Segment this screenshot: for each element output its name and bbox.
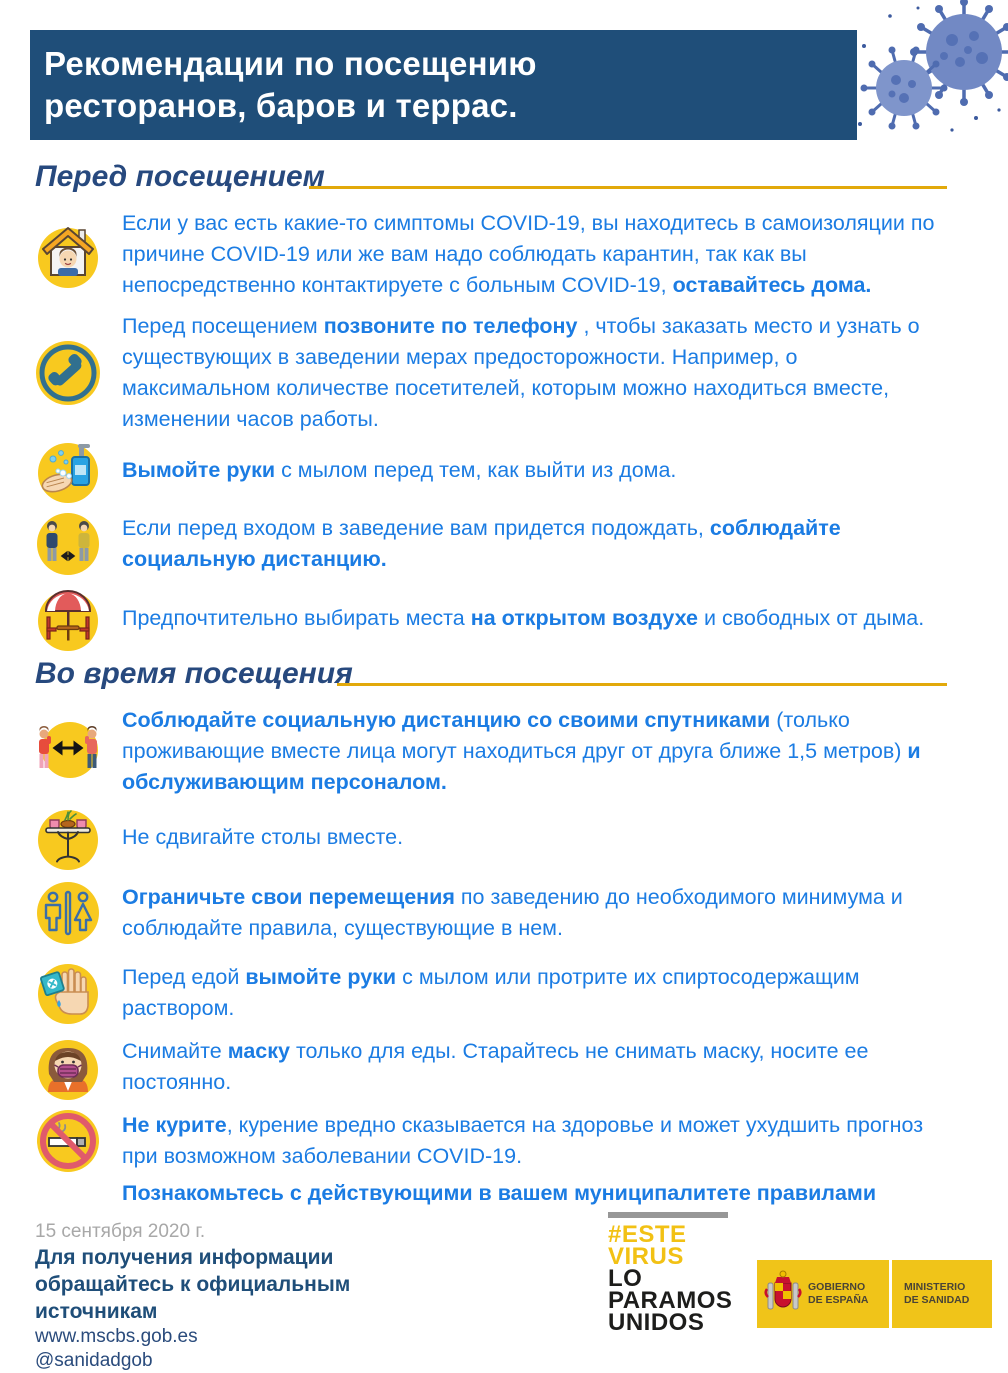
item-text: Снимайте маску только для еды. Старайтесь не снимать маску, носите ее постоянно. [122, 1039, 869, 1094]
content [35, 158, 947, 1208]
item-text: Соблюдайте социальную дистанцию со своими спутниками (только проживающие вместе лица могут находиться друг от друга ближе 1,5 метров) и обслуживающим персоналом. [122, 708, 921, 794]
list-item [35, 311, 947, 435]
ministerio-sanidad-box [892, 1260, 992, 1328]
item-text: Если перед входом в заведение вам придется подождать, соблюдайте социальную дистанцию. [122, 516, 841, 571]
list-item [35, 1034, 947, 1100]
no-smoking-icon [35, 1108, 101, 1174]
official-sources-note: Для получения информации обращайтесь к официальным источникам [35, 1246, 351, 1323]
item-text: Если у вас есть какие-то симптомы COVID-19, вы находитесь в самоизоляции по причине COVID-19 или же вам надо соблюдать карантин, так как вы непосредственно контактируете с больным COVID-19, оставайтесь дома. [122, 211, 935, 297]
companion-distance-icon [35, 719, 101, 785]
campaign-line: UNIDOS [608, 1309, 705, 1336]
queue-distance-icon [35, 511, 101, 577]
outdoor-terrace-icon [35, 585, 101, 651]
list-item [35, 511, 947, 577]
item-text: Вымойте руки с мылом перед тем, как выйти из дома. [122, 457, 677, 482]
list-item [35, 960, 947, 1026]
social-handle: @sanidadgob [35, 1350, 153, 1371]
gobierno-espana-box [757, 1260, 889, 1328]
website-url: www.mscbs.gob.es [35, 1326, 198, 1347]
wash-hands-icon [35, 437, 101, 503]
list-item [35, 705, 947, 798]
publication-date: 15 сентября 2020 г. [35, 1221, 206, 1242]
section-heading-text: Перед посещением [35, 160, 325, 193]
item-text: Предпочтительно выбирать места на открытом воздухе и свободных от дыма. [122, 605, 925, 630]
gold-rule [309, 186, 947, 189]
stay-home-icon [35, 222, 101, 288]
footer [35, 1220, 985, 1371]
spain-coat-of-arms-icon [765, 1269, 801, 1319]
list-item [35, 804, 947, 870]
campaign-line: LO [608, 1265, 643, 1292]
ministry-line: DE SANIDAD [904, 1294, 970, 1306]
clean-hands-icon [35, 960, 101, 1026]
gold-rule [337, 683, 947, 686]
section-during-visit-heading [35, 655, 947, 693]
gov-name-line: GOBIERNO [808, 1281, 866, 1293]
item-text: Перед посещением позвоните по телефону , чтобы заказать место и узнать о существующих в заведении мерах предосторожности. Например, о максимальном количестве посетителей, которым можно находиться вместе, изменении часов работы. [122, 314, 920, 431]
item-text: Не сдвигайте столы вместе. [122, 824, 404, 849]
government-logo [757, 1260, 992, 1328]
municipal-rules-note: Познакомьтесь с действующими в вашем муниципалитете правилами [122, 1181, 877, 1205]
list-item [35, 585, 947, 651]
item-text: Перед едой вымойте руки с мылом или протрите их спиртосодержащим раствором. [122, 965, 860, 1020]
item-text: Не курите, курение вредно сказывается на здоровье и может ухудшить прогноз при возможном заболевании COVID-19. [122, 1113, 924, 1168]
section-before-visit [35, 208, 947, 651]
campaign-line: PARAMOS [608, 1287, 733, 1314]
campaign-line: #ESTE [608, 1221, 687, 1248]
este-virus-campaign-logo [608, 1212, 732, 1334]
coronavirus-decoration [856, 0, 1008, 142]
call-ahead-icon [35, 340, 101, 406]
separate-tables-icon [35, 804, 101, 870]
item-text: Ограничьте свои перемещения по заведению до необходимого минимума и соблюдайте правила, существующие в нем. [122, 885, 903, 940]
footer-info-block [35, 1220, 575, 1373]
campaign-logo-bar [608, 1212, 728, 1218]
title-banner [30, 30, 857, 140]
wear-mask-icon [35, 1034, 101, 1100]
campaign-line: VIRUS [608, 1243, 684, 1270]
restroom-icon [35, 880, 101, 946]
gov-name-line: DE ESPAÑA [808, 1294, 869, 1306]
page-title-line1: Рекомендации по посещению [44, 45, 537, 82]
ministry-line: MINISTERIO [904, 1281, 966, 1293]
list-item [35, 1108, 947, 1174]
section-during-visit [35, 705, 947, 1174]
list-item [35, 437, 947, 503]
list-item [35, 880, 947, 946]
page-title-line2: ресторанов, баров и террас. [44, 87, 518, 124]
section-heading-text: Во время посещения [35, 657, 353, 690]
list-item [35, 208, 947, 301]
section-before-visit-heading [35, 158, 947, 196]
